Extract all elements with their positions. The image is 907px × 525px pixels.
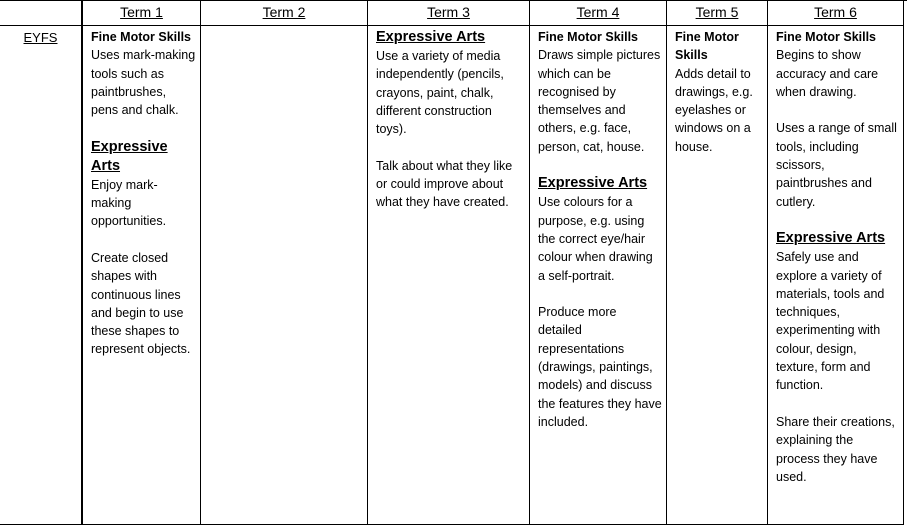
row-label-cell [0, 26, 82, 525]
term-3-cell [368, 26, 530, 525]
term-4-fms-text: Draws simple pictures which can be recognised by themselves and others, e.g. face, person, cat, house. [538, 48, 661, 154]
term-4-ea-p2: Produce more detailed representations (drawings, paintings, models) and discuss the features they have included. [538, 305, 662, 429]
term-1-ea-title: Expressive Arts [91, 138, 168, 174]
term-6-cell [768, 26, 904, 525]
term-1-cell [82, 26, 201, 525]
term-4-ea-title: Expressive Arts [538, 175, 648, 192]
header-term-2: Term 2 [201, 1, 368, 26]
header-term-1: Term 1 [82, 1, 201, 26]
term-6-ea-p2: Share their creations, explaining the process they have used. [776, 414, 895, 484]
header-term-3: Term 3 [368, 1, 530, 26]
term-1-fms-title: Fine Motor Skills [91, 30, 192, 44]
row-label-eyfs: EYFS [23, 30, 58, 45]
term-4-cell [530, 26, 667, 525]
term-6-fms-title: Fine Motor Skills [776, 30, 877, 44]
term-1-ea-p1: Enjoy mark-making opportunities. [91, 177, 167, 229]
term-6-fms-p2: Uses a range of small tools, including scissors, paintbrushes and cutlery. [776, 121, 897, 209]
term-6-ea-p1: Safely use and explore a variety of materials, tools and techniques, experimenting with colour, design, texture, form and function. [776, 250, 885, 393]
term-6-fms-p1: Begins to show accuracy and care when drawing. [776, 48, 879, 99]
term-1-fms-text: Uses mark-making tools such as paintbrushes, pens and chalk. [91, 48, 196, 118]
term-5-cell [667, 26, 768, 525]
header-term-4: Term 4 [530, 1, 667, 26]
term-3-ea-title: Expressive Arts [376, 29, 486, 45]
header-blank [0, 1, 82, 26]
term-2-cell [201, 26, 368, 525]
term-4-ea-p1: Use colours for a purpose, e.g. using the correct eye/hair colour when drawing a self-portrait. [538, 195, 653, 283]
term-5-fms-title: Fine Motor Skills [675, 30, 739, 63]
term-5-fms-text: Adds detail to drawings, e.g. eyelashes or windows on a house. [675, 66, 753, 154]
term-1-ea-p2: Create closed shapes with continuous lines and begin to use these shapes to represent objects. [91, 250, 191, 357]
term-6-ea-title: Expressive Arts [776, 230, 886, 247]
term-4-fms-title: Fine Motor Skills [538, 30, 639, 44]
term-3-p2: Talk about what they like or could improve about what they have created. [376, 158, 513, 210]
term-3-p1: Use a variety of media independently (pencils, crayons, paint, chalk, different construction toys). [376, 49, 504, 137]
header-term-5: Term 5 [667, 1, 768, 26]
header-term-6: Term 6 [768, 1, 904, 26]
